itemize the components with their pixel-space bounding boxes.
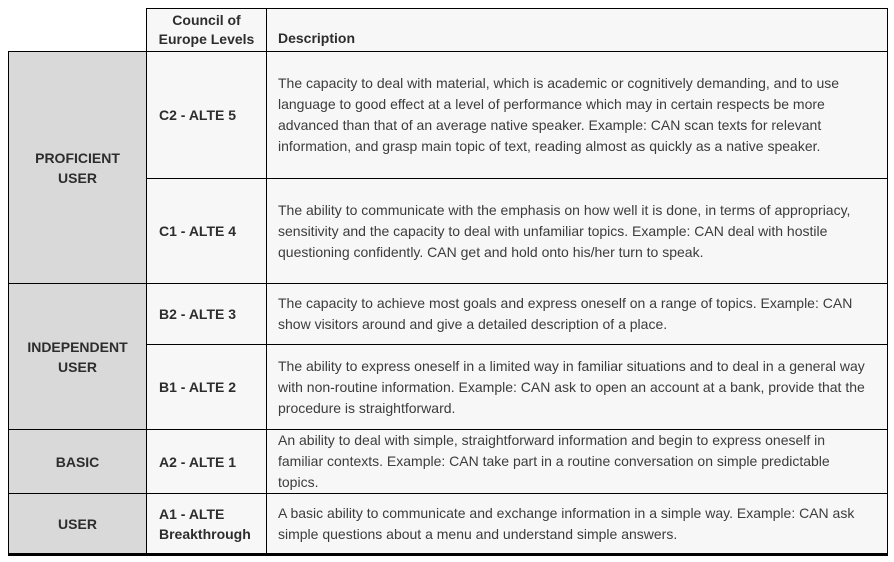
description-cell-c1-alte-4: The ability to communicate with the emphasis on how well it is done, in terms of appropriacy, sensitivity and the capacity to deal with unfamiliar topics. Example: CAN deal with hostile questioning confidently. CAN get and hold onto his/her turn to speak. [267, 179, 888, 284]
level-cell-a1-alte-breakthrough: A1 - ALTE Breakthrough [147, 494, 267, 555]
table-row [9, 52, 888, 179]
category-cell-proficient-user: PROFICIENT USER [9, 52, 147, 284]
level-cell-b1-alte-2: B1 - ALTE 2 [147, 345, 267, 430]
alte-levels-table [8, 8, 888, 556]
category-cell-independent-user: INDEPENDENT USER [9, 284, 147, 430]
header-row [9, 9, 888, 52]
description-cell-b2-alte-3: The capacity to achieve most goals and express oneself on a range of topics. Example: CAN show visitors around and give a detailed description of a place. [267, 284, 888, 345]
column-header-levels: Council of Europe Levels [147, 9, 267, 52]
table-row [9, 284, 888, 345]
description-cell-b1-alte-2: The ability to express oneself in a limited way in familiar situations and to deal in a general way with non-routine information. Example: CAN ask to open an account at a bank, provide that the procedure is straightforward. [267, 345, 888, 430]
description-cell-a1-alte-breakthrough: A basic ability to communicate and exchange information in a simple way. Example: CAN ask simple questions about a menu and understand simple answers. [267, 494, 888, 555]
column-header-description: Description [267, 9, 888, 52]
table-row [9, 494, 888, 555]
description-cell-c2-alte-5: The capacity to deal with material, which is academic or cognitively demanding, and to use language to good effect at a level of performance which may in certain respects be more advanced than that of an average native speaker. Example: CAN scan texts for relevant information, and grasp main topic of text, reading almost as quickly as a native speaker. [267, 52, 888, 179]
category-cell-user: USER [9, 494, 147, 555]
empty-corner-cell [9, 9, 147, 52]
level-cell-b2-alte-3: B2 - ALTE 3 [147, 284, 267, 345]
table-row [9, 430, 888, 494]
description-cell-a2-alte-1: An ability to deal with simple, straightforward information and begin to express oneself in familiar contexts. Example: CAN take part in a routine conversation on simple predictable topics. [267, 430, 888, 494]
category-cell-basic: BASIC [9, 430, 147, 494]
level-cell-a2-alte-1: A2 - ALTE 1 [147, 430, 267, 494]
level-cell-c1-alte-4: C1 - ALTE 4 [147, 179, 267, 284]
level-cell-c2-alte-5: C2 - ALTE 5 [147, 52, 267, 179]
